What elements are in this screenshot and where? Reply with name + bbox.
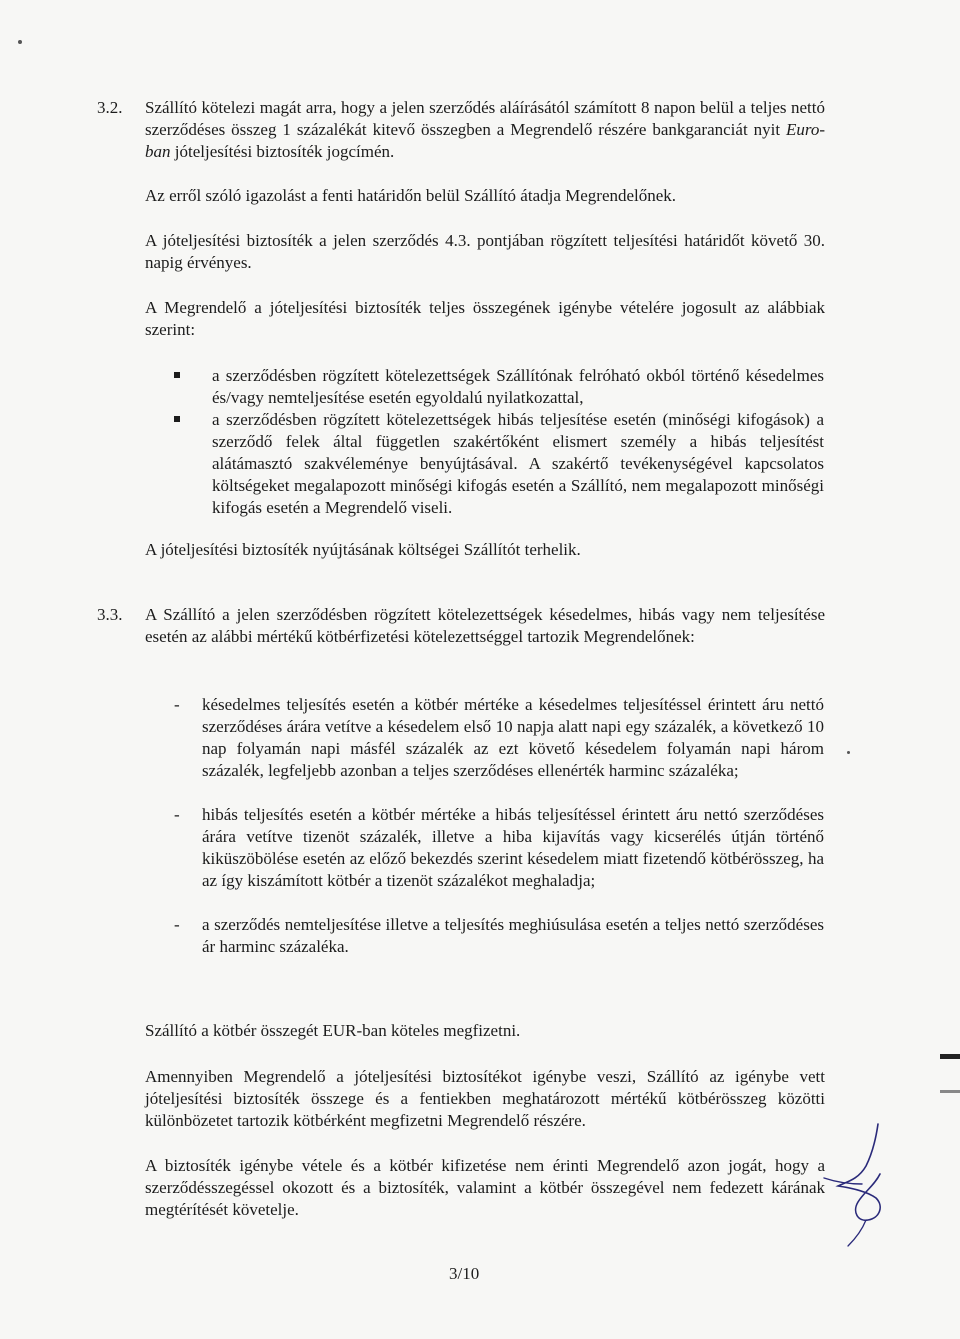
- section-3-3-intro: A Szállító a jelen szerződésben rögzített kötelezettségek késedelmes, hibás vagy nem teljesítése esetén az alábbi mértékű kötbérfizetési kötelezettséggel tartozik Megrendelőnek:: [145, 605, 825, 646]
- paragraph-difference: Amennyiben Megrendelő a jóteljesítési biztosítékot igénybe veszi, Szállító az igénybe vett jóteljesítési biztosíték összege és a fentiekben meghatározott mértékű kötbérösszeg közötti különbözetet tartozik kötbérként megfizetni Megrendelő részére.: [145, 1067, 825, 1130]
- bullet-text: a szerződésben rögzített kötelezettségek hibás teljesítése esetén (minőségi kifogások) a szerződő felek által független szakértőként elismert személy a hibás teljesítést alátámasztó szakvéleménye benyújtásával. A szakértő tevékenységével kapcsolatos költségeket megalapozott minőségi kifogás esetén a Szállító, nem megalapozott minőségi kifogás esetén a Megrendelő viseli.: [212, 410, 824, 517]
- bullet-list: [212, 365, 824, 519]
- paragraph-text: Szállító kötelezi magát arra, hogy a jelen szerződés aláírásától számított 8 napon belül a teljes nettó szerződéses összeg 1 százalékát kitevő összegben a Megrendelő részére bankgaranciát nyit: [145, 98, 825, 139]
- section-3-2-paragraph-2: Az erről szóló igazolást a fenti határidőn belül Szállító átadja Megrendelőnek.: [145, 186, 677, 205]
- section-3-2-paragraph-3: A jóteljesítési biztosíték a jelen szerződés 4.3. pontjában rögzített teljesítési határidőt követő 30. napig érvényes.: [145, 231, 825, 272]
- paragraph-final: A biztosíték igénybe vétele és a kötbér kifizetése nem érinti Megrendelő azon jogát, hogy a szerződésszegéssel okozott és a biztosíték, valamint a kötbér összegével nem fedezett kárának megtérítését követelje.: [145, 1156, 825, 1219]
- bullet-item: [212, 409, 824, 519]
- page-number: 3/10: [449, 1264, 480, 1283]
- bullet-marker: [174, 372, 180, 378]
- italic-term: Euro-ban: [145, 120, 825, 161]
- dash-text: a szerződés nemteljesítése illetve a teljesítés meghiúsulása esetén a teljes nettó szerződéses ár harminc százaléka.: [202, 915, 824, 956]
- dash-item: [174, 804, 824, 892]
- scan-speck: [847, 751, 850, 754]
- section-number-3-3: 3.3.: [97, 605, 123, 624]
- dash-item: [174, 694, 824, 782]
- bullet-text: a szerződésben rögzített kötelezettségek Szállítónak felróható okból történő késedelmes és/vagy nemteljesítése esetén egyoldalú nyilatkozattal,: [212, 366, 824, 407]
- handwritten-initials: [818, 1120, 890, 1250]
- section-number-3-2: 3.2.: [97, 98, 123, 117]
- scan-edge-mark: [940, 1054, 960, 1059]
- bullet-marker: [174, 416, 180, 422]
- scan-speck: [18, 40, 22, 44]
- dash-marker: -: [174, 915, 180, 934]
- bullet-item: [212, 365, 824, 409]
- section-3-2-paragraph-5: A jóteljesítési biztosíték nyújtásának költségei Szállítót terhelik.: [145, 540, 581, 559]
- paragraph-eur: Szállító a kötbér összegét EUR-ban köteles megfizetni.: [145, 1021, 521, 1040]
- dash-list: [174, 694, 824, 958]
- section-3-2-paragraph-4: A Megrendelő a jóteljesítési biztosíték teljes összegének igénybe vételére jogosult az alábbiak szerint:: [145, 298, 825, 339]
- dash-text: hibás teljesítés esetén a kötbér mértéke a hibás teljesítéssel érintett áru nettó szerződéses árára vetítve tizenöt százalék, illetve a hiba kijavítás vagy kicserélés útján történő kiküszöbölése esetén az előző bekezdés szerint késedelem miatt fizetendő kötbérösszeg, ha az így kiszámított kötbér a tizenöt százalékot meghaladja;: [202, 805, 824, 890]
- paragraph-text: jóteljesítési biztosíték jogcímén.: [170, 142, 395, 161]
- section-3-2-paragraph-1: [145, 97, 825, 163]
- dash-text: késedelmes teljesítés esetén a kötbér mértéke a késedelmes teljesítéssel érintett áru nettó szerződéses árára vetítve a késedelem első 10 napja alatt napi egy százalék, a következő 10 nap folyamán napi másfél százalék az ezt követő késedelem folyamán napi három százalék, legfeljebb azonban a teljes szerződéses ellenérték harminc százaléka;: [202, 695, 824, 780]
- dash-marker: -: [174, 805, 180, 824]
- scan-edge-mark: [940, 1090, 960, 1093]
- dash-marker: -: [174, 695, 180, 714]
- dash-item: [174, 914, 824, 958]
